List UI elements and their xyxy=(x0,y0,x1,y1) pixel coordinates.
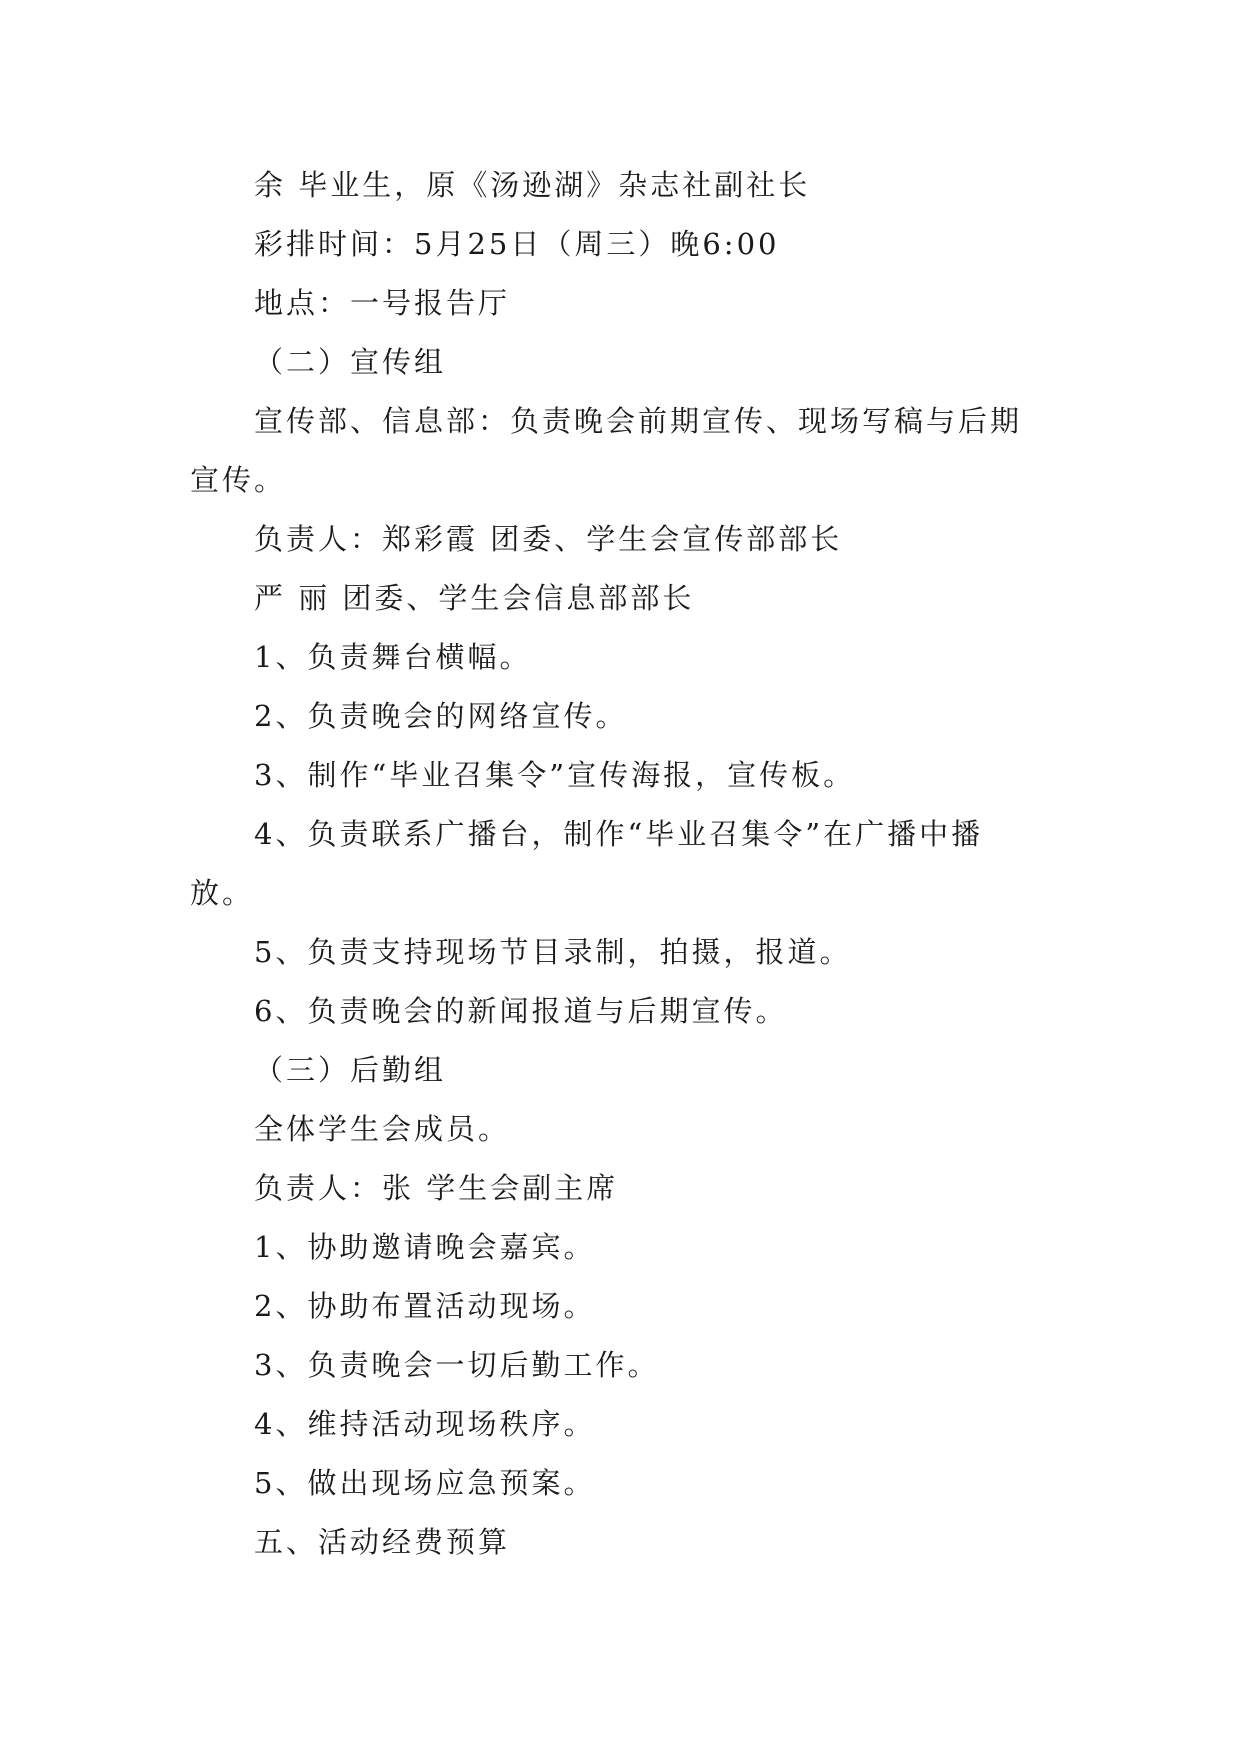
text-line-location: 地点：一号报告厅 xyxy=(254,286,511,320)
section-heading-publicity: （二）宣传组 xyxy=(254,345,447,379)
list-item-publicity-1: 1、负责舞台横幅。 xyxy=(254,640,532,674)
document-body xyxy=(190,156,1052,1572)
text-line-publicity-lead: 负责人：郑彩霞 团委、学生会宣传部部长 xyxy=(254,522,843,556)
list-item-publicity-6: 6、负责晚会的新闻报道与后期宣传。 xyxy=(254,994,788,1028)
text-line-rehearsal-time: 彩排时间：5月25日（周三）晚6:00 xyxy=(254,227,780,261)
list-item-publicity-3: 3、制作“毕业召集令”宣传海报，宣传板。 xyxy=(254,758,856,792)
list-item-publicity-4: 4、负责联系广播台，制作“毕业召集令”在广播中播 xyxy=(254,817,984,851)
section-heading-logistics: （三）后勤组 xyxy=(254,1053,447,1087)
list-item-logistics-5: 5、做出现场应急预案。 xyxy=(254,1466,596,1500)
section-heading-budget: 五、活动经费预算 xyxy=(254,1525,511,1559)
text-line-info-lead: 严 丽 团委、学生会信息部部长 xyxy=(254,581,695,615)
list-item-publicity-4-cont: 放。 xyxy=(190,876,255,910)
text-line-guest: 余 毕业生，原《汤逊湖》杂志社副社长 xyxy=(254,168,811,202)
list-item-publicity-5: 5、负责支持现场节目录制，拍摄，报道。 xyxy=(254,935,852,969)
list-item-logistics-2: 2、协助布置活动现场。 xyxy=(254,1289,596,1323)
text-line-publicity-duty: 宣传部、信息部：负责晚会前期宣传、现场写稿与后期 xyxy=(254,404,1023,438)
text-line-logistics-lead: 负责人：张 学生会副主席 xyxy=(254,1171,619,1205)
list-item-logistics-4: 4、维持活动现场秩序。 xyxy=(254,1407,596,1441)
list-item-logistics-1: 1、协助邀请晚会嘉宾。 xyxy=(254,1230,596,1264)
text-line-logistics-members: 全体学生会成员。 xyxy=(254,1112,511,1146)
text-line-publicity-duty-cont: 宣传。 xyxy=(190,463,287,497)
list-item-publicity-2: 2、负责晚会的网络宣传。 xyxy=(254,699,628,733)
list-item-logistics-3: 3、负责晚会一切后勤工作。 xyxy=(254,1348,660,1382)
